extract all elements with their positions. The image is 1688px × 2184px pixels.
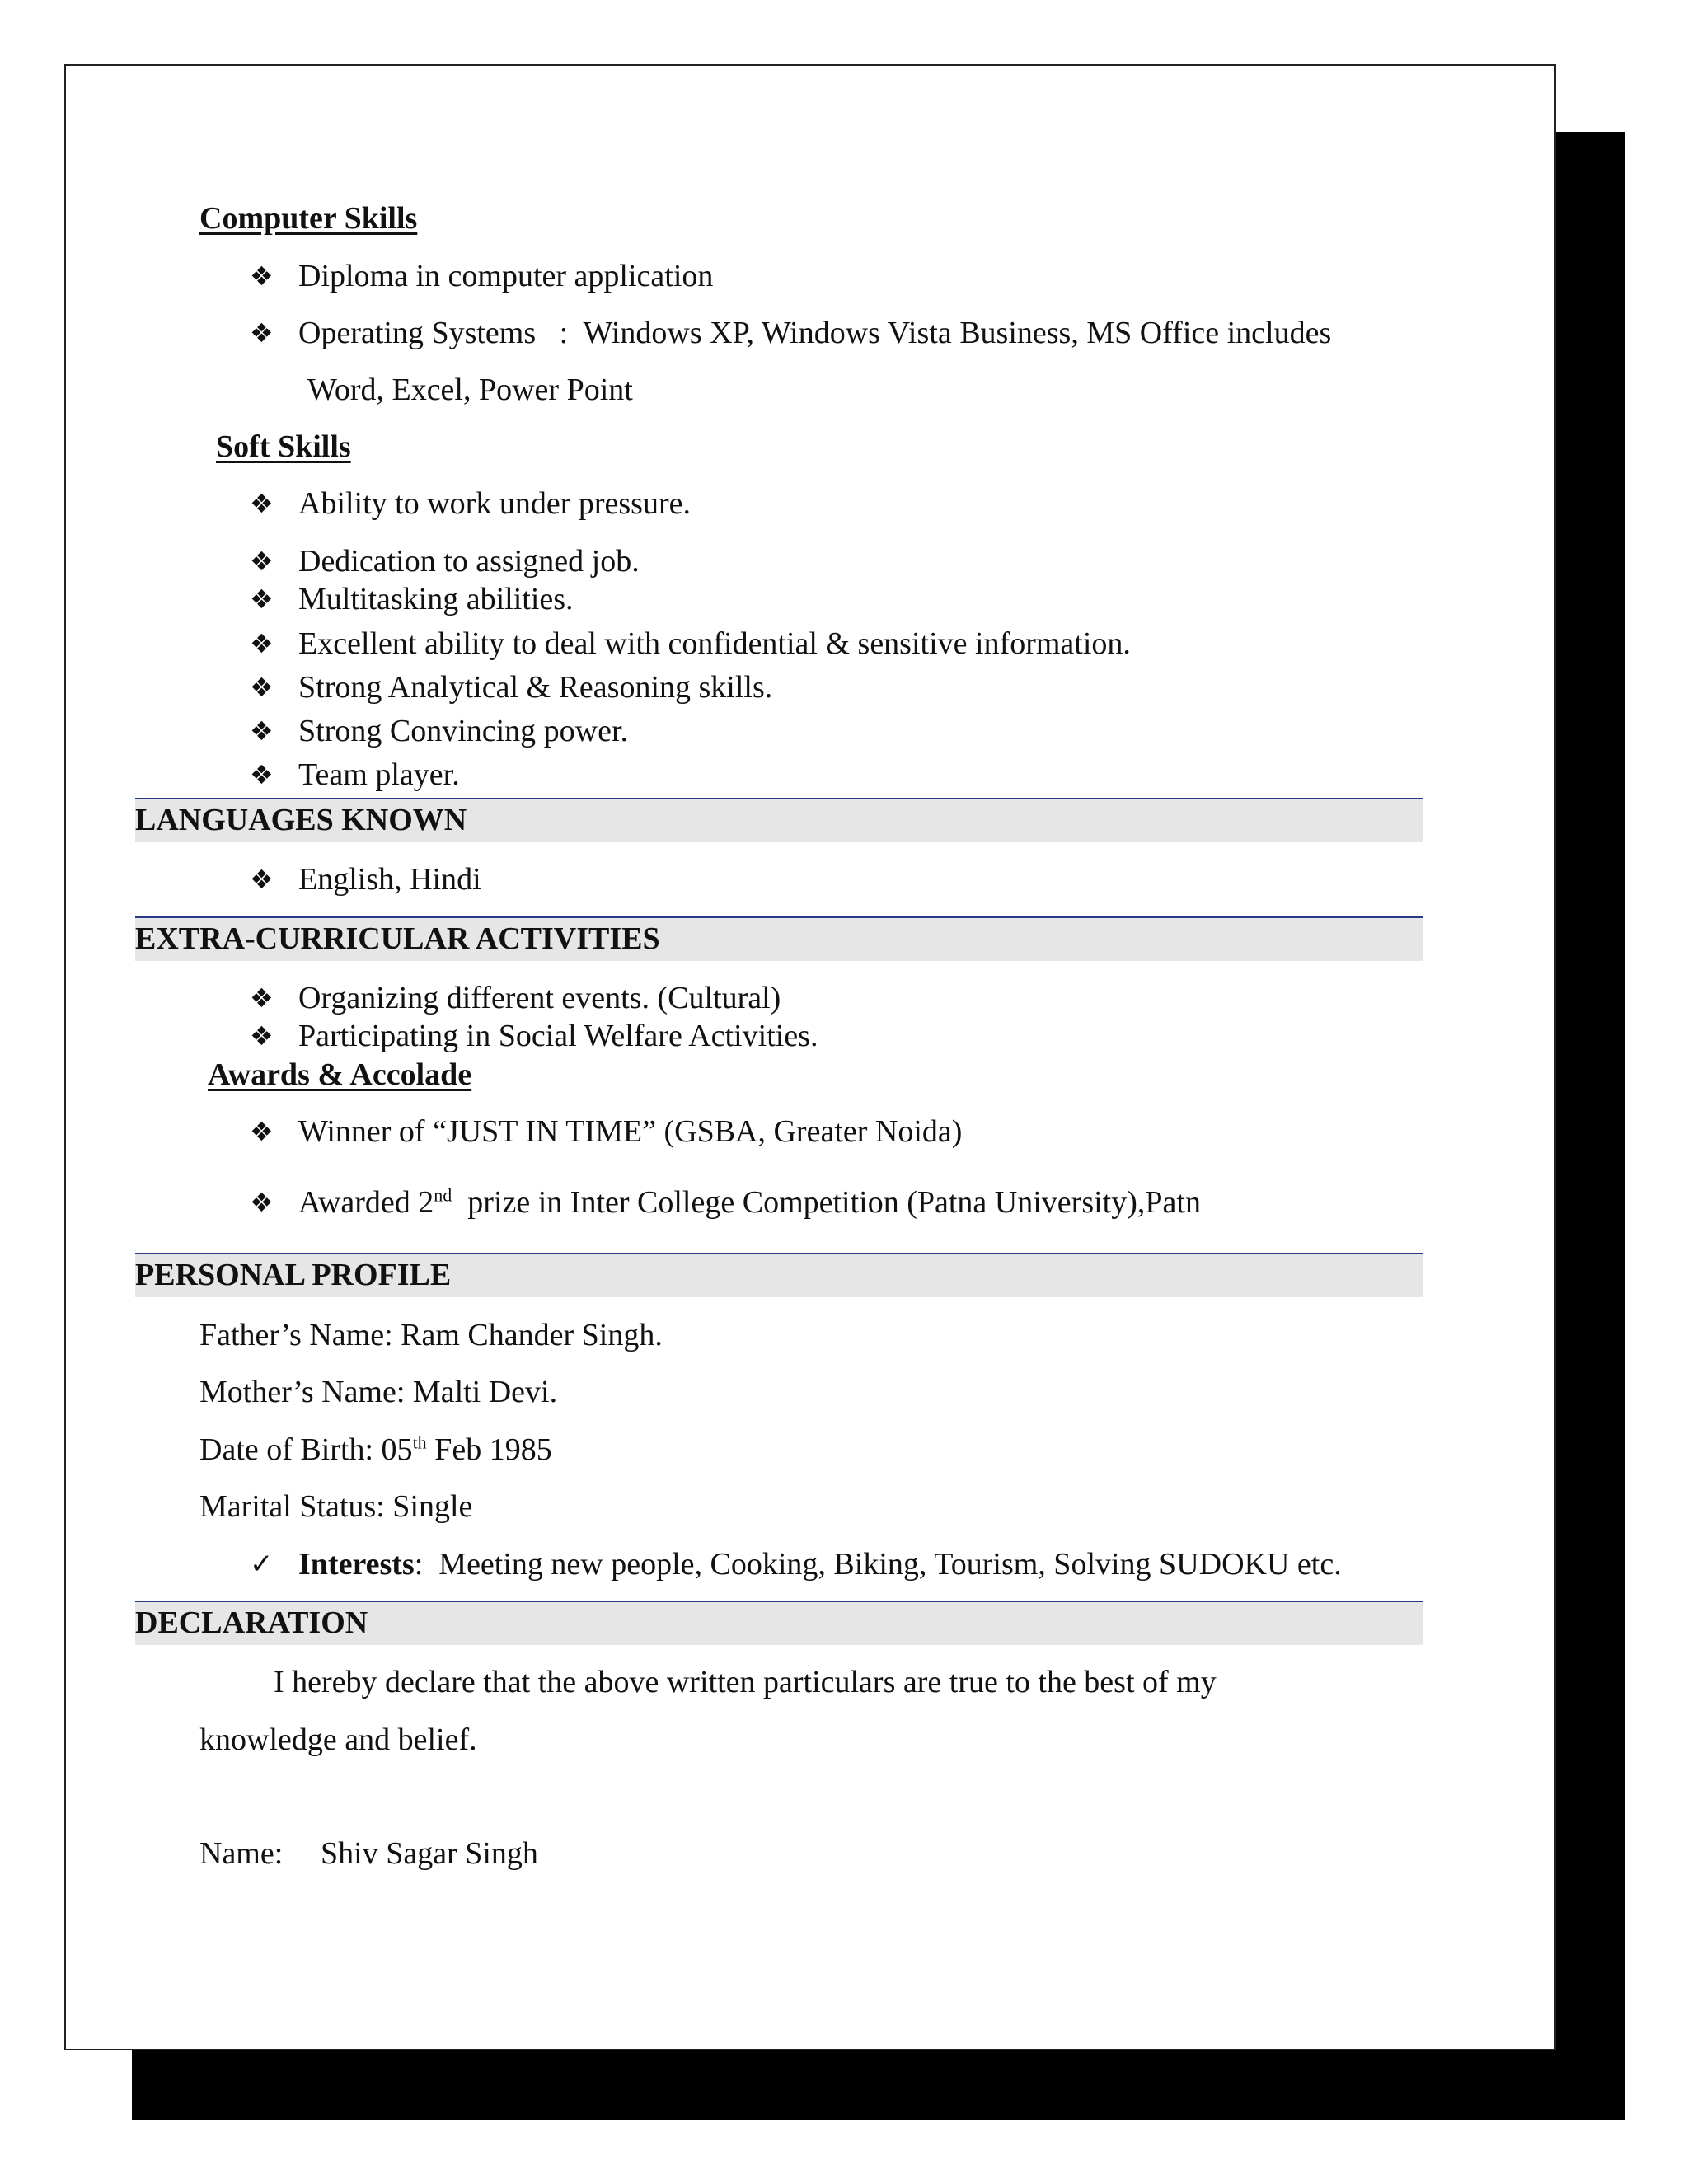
declaration-heading: DECLARATION	[135, 1605, 368, 1640]
personal-profile-section-band	[135, 1253, 1423, 1297]
declaration-section-band	[135, 1601, 1423, 1645]
soft-skill-item: Ability to work under pressure.	[298, 486, 691, 521]
activity-item: Organizing different events. (Cultural)	[298, 981, 781, 1015]
declaration-text: I hereby declare that the above written particulars are true to the best of my	[274, 1665, 1217, 1699]
bullet-icon: ❖	[250, 488, 274, 519]
award-item: Winner of “JUST IN TIME” (GSBA, Greater Noida)	[298, 1114, 963, 1149]
awards-heading: Awards & Accolade	[208, 1057, 472, 1092]
soft-skill-item: Multitasking abilities.	[298, 582, 574, 616]
declaration-text-continued: knowledge and belief.	[199, 1722, 477, 1757]
soft-skill-item: Team player.	[298, 757, 460, 792]
soft-skills-heading: Soft Skills	[216, 429, 351, 464]
bullet-icon: ❖	[250, 759, 274, 790]
award-superscript: nd	[434, 1184, 452, 1206]
computer-skill-item: Diploma in computer application	[298, 259, 714, 293]
personal-profile-heading: PERSONAL PROFILE	[135, 1258, 452, 1292]
bullet-icon: ❖	[250, 672, 274, 703]
bullet-icon: ❖	[250, 982, 274, 1014]
award-text-rest: prize in Inter College Competition (Patna University),Patn	[452, 1185, 1201, 1220]
computer-skill-item-continued: Word, Excel, Power Point	[307, 373, 633, 407]
language-item: English, Hindi	[298, 862, 481, 897]
soft-skill-item: Strong Convincing power.	[298, 714, 629, 748]
father-name: Father’s Name: Ram Chander Singh.	[199, 1318, 663, 1352]
bullet-icon: ❖	[250, 583, 274, 615]
bullet-icon: ❖	[250, 1020, 274, 1052]
bullet-icon: ❖	[250, 864, 274, 895]
soft-skill-item: Dedication to assigned job.	[298, 544, 640, 579]
extracurricular-heading: EXTRA-CURRICULAR ACTIVITIES	[135, 921, 660, 956]
bullet-icon: ❖	[250, 317, 274, 349]
dob-text: Date of Birth: 05	[199, 1432, 413, 1467]
bullet-icon: ❖	[250, 1187, 274, 1218]
bullet-icon: ❖	[250, 546, 274, 577]
dob-text-rest: Feb 1985	[426, 1432, 552, 1467]
bullet-icon: ❖	[250, 628, 274, 659]
bullet-icon: ❖	[250, 1116, 274, 1147]
mother-name: Mother’s Name: Malti Devi.	[199, 1375, 558, 1409]
signatory-name: Shiv Sagar Singh	[321, 1836, 538, 1871]
extracurricular-section-band	[135, 916, 1423, 961]
interests-label: Interests	[298, 1547, 415, 1582]
dob-superscript: th	[412, 1432, 427, 1453]
marital-status: Marital Status: Single	[199, 1489, 473, 1524]
soft-skill-item: Strong Analytical & Reasoning skills.	[298, 670, 773, 705]
award-text: Awarded 2	[298, 1185, 434, 1220]
soft-skill-item: Excellent ability to deal with confidential & sensitive information.	[298, 626, 1131, 661]
bullet-icon: ❖	[250, 260, 274, 292]
computer-skill-item: Operating Systems : Windows XP, Windows Vista Business, MS Office includes	[298, 316, 1332, 350]
award-item	[298, 1183, 1201, 1221]
languages-heading: LANGUAGES KNOWN	[135, 803, 467, 837]
interests-line	[298, 1545, 1342, 1583]
date-of-birth	[199, 1431, 552, 1469]
activity-item: Participating in Social Welfare Activities.	[298, 1019, 818, 1053]
languages-section-band	[135, 798, 1423, 842]
computer-skills-heading: Computer Skills	[199, 201, 418, 236]
bullet-icon: ❖	[250, 715, 274, 747]
checkmark-icon: ✓	[250, 1548, 274, 1581]
interests-value: : Meeting new people, Cooking, Biking, Tourism, Solving SUDOKU etc.	[414, 1547, 1342, 1582]
name-label: Name:	[199, 1836, 284, 1871]
